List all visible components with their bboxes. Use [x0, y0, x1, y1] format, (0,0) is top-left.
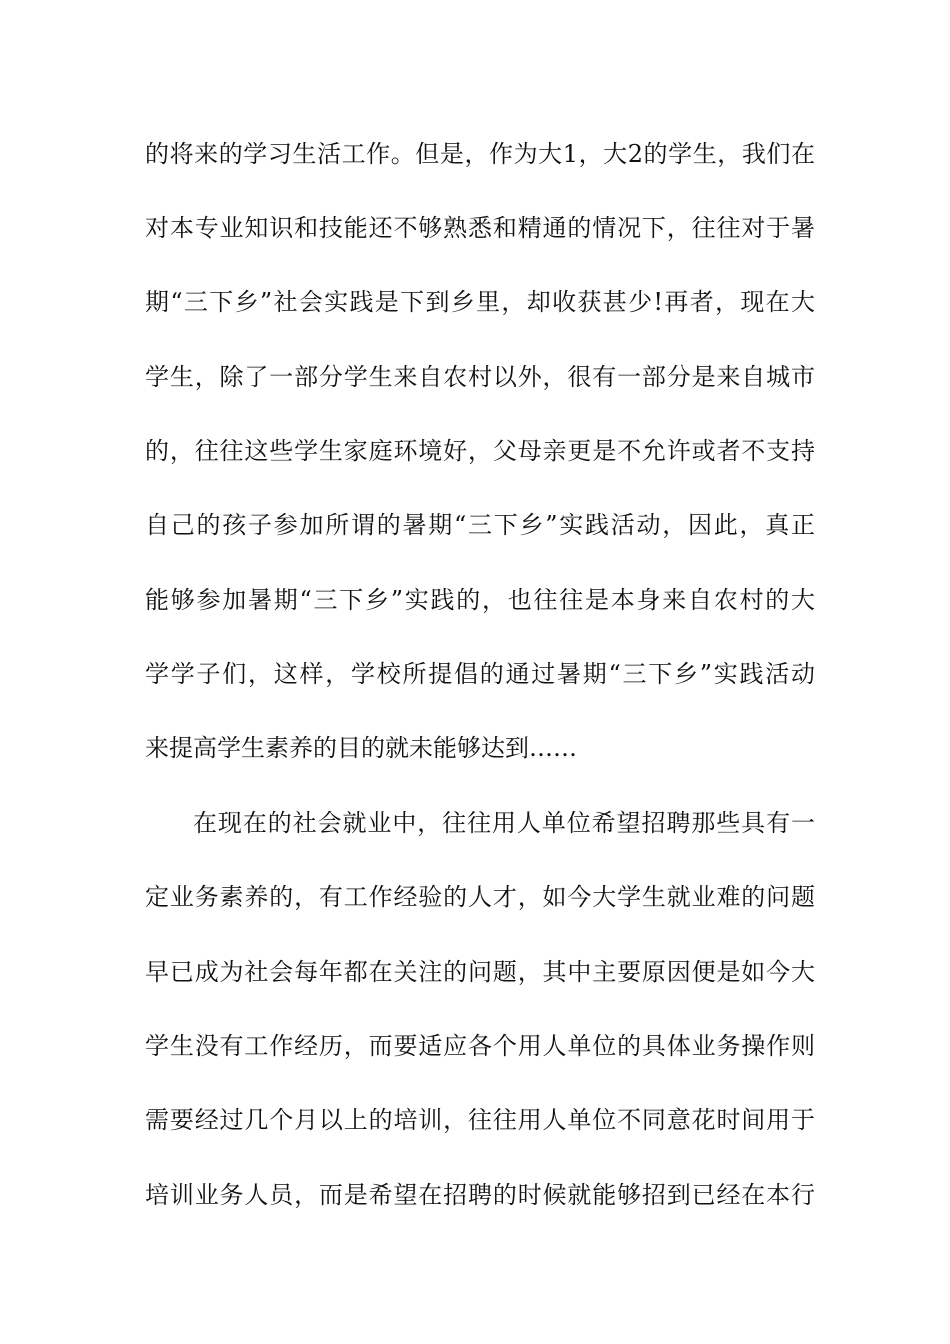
- text-line: 学生没有工作经历，而要适应各个用人单位的具体业务操作则: [145, 1032, 815, 1060]
- text-line: 学生，除了一部分学生来自农村以外，很有一部分是来自城市: [145, 363, 815, 391]
- text-line: 能够参加暑期“三下乡”实践的，也往往是本身来自农村的大: [145, 586, 815, 614]
- text-line: 培训业务人员，而是希望在招聘的时候就能够招到已经在本行: [145, 1181, 815, 1209]
- text-line: 的，往往这些学生家庭环境好，父母亲更是不允许或者不支持: [145, 437, 815, 465]
- text-line-last: 来提高学生素养的目的就未能够达到……: [145, 734, 577, 762]
- text-line: 需要经过几个月以上的培训，往往用人单位不同意花时间用于: [145, 1106, 815, 1134]
- text-line: 自己的孩子参加所谓的暑期“三下乡”实践活动，因此，真正: [145, 511, 815, 539]
- text-line: 期“三下乡”社会实践是下到乡里，却收获甚少!再者，现在大: [145, 288, 815, 316]
- text-line: 定业务素养的，有工作经验的人才，如今大学生就业难的问题: [145, 883, 815, 911]
- text-line-first: 在现在的社会就业中，往往用人单位希望招聘那些具有一: [193, 809, 815, 837]
- text-line: 学学子们，这样，学校所提倡的通过暑期“三下乡”实践活动: [145, 660, 815, 688]
- text-line: 对本专业知识和技能还不够熟悉和精通的情况下，往往对于暑: [145, 214, 815, 242]
- text-line: 的将来的学习生活工作。但是，作为大1，大2的学生，我们在: [145, 140, 815, 168]
- text-line: 早已成为社会每年都在关注的问题，其中主要原因便是如今大: [145, 958, 815, 986]
